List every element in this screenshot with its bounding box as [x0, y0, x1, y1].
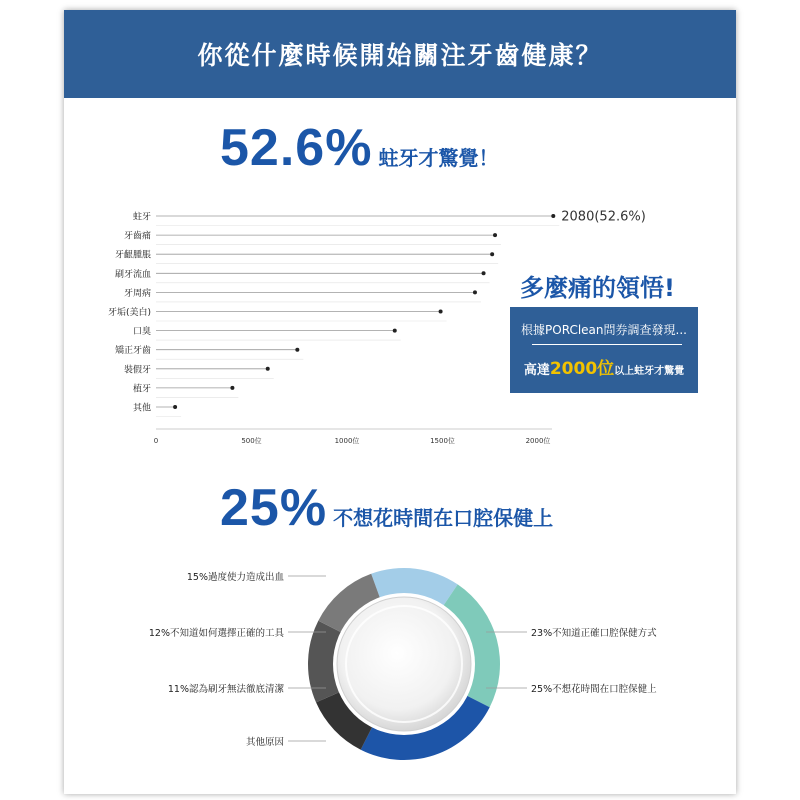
headline-2-number: 25% — [220, 479, 328, 537]
slice-label: 23%不知道正確口腔保健方式 — [531, 628, 657, 639]
data-point — [482, 271, 486, 275]
promo-survey-text: 根據PORClean問券調查發現... — [521, 323, 687, 337]
donut-inner-disc — [337, 597, 471, 731]
category-label: 其他 — [132, 403, 151, 414]
headline-1-text: 蛀牙才驚覺！ — [378, 146, 499, 170]
headline-2-text: 不想花時間在口腔保健上 — [333, 506, 554, 530]
x-tick-label: 0 — [153, 437, 159, 445]
data-point — [230, 386, 234, 390]
data-point — [439, 310, 443, 314]
data-point — [490, 252, 494, 256]
donut-chart — [149, 568, 657, 760]
category-label: 裝假牙 — [123, 365, 151, 376]
headline-1-number: 52.6% — [220, 119, 373, 177]
x-tick-label: 1000位 — [334, 437, 360, 445]
data-label: 2080(52.6%) — [561, 209, 646, 225]
slice-label: 12%不知道如何選擇正確的工具 — [148, 628, 284, 639]
slice-label: 11%認為刷牙無法徹底清潔 — [167, 684, 284, 695]
data-point — [393, 329, 397, 333]
charts-svg — [64, 10, 736, 794]
infographic-frame — [64, 10, 736, 794]
promo-line2-pre: 高達 — [523, 363, 550, 378]
category-label: 牙齒痛 — [123, 231, 151, 242]
category-label: 牙齦腫脹 — [114, 250, 151, 261]
data-point — [493, 233, 497, 237]
promo-line2-post: 以上蛀牙才驚覺 — [614, 366, 685, 377]
promo-divider — [532, 344, 682, 345]
x-tick-label: 500位 — [241, 437, 262, 445]
category-label: 矯正牙齒 — [114, 346, 151, 357]
data-point — [266, 367, 270, 371]
category-label: 口臭 — [132, 327, 151, 338]
category-label: 蛀牙 — [132, 212, 151, 223]
category-label: 刷牙流血 — [114, 269, 151, 280]
promo-box — [510, 307, 698, 393]
promo-title: 多麼痛的領悟! — [520, 274, 675, 302]
slice-label: 25%不想花時間在口腔保健上 — [531, 684, 657, 695]
category-label: 牙周病 — [123, 288, 151, 299]
data-point — [295, 348, 299, 352]
promo-line2-highlight: 2000位 — [549, 359, 615, 379]
page-title: 你從什麼時候開始關注牙齒健康？ — [197, 41, 603, 70]
slice-label: 15%過度使力造成出血 — [186, 572, 284, 583]
category-label: 植牙 — [132, 384, 151, 395]
category-label: 牙垢(美白) — [107, 308, 151, 318]
data-point — [473, 290, 477, 294]
data-point — [173, 405, 177, 409]
x-tick-label: 1500位 — [430, 437, 455, 445]
data-point — [551, 214, 555, 218]
slice-label: 其他原因 — [245, 737, 284, 748]
x-tick-label: 2000位 — [525, 437, 551, 445]
promo-highlight-text — [510, 354, 698, 379]
